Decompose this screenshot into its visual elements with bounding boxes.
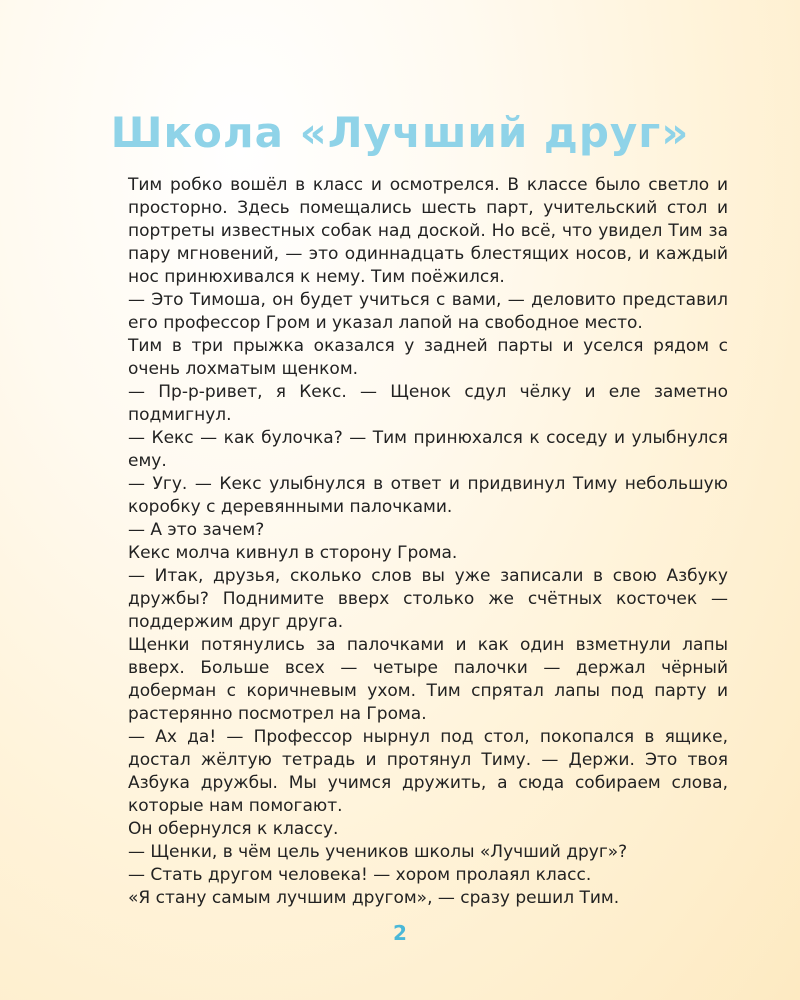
paragraph: — Пр-р-ривет, я Кекс. — Щенок сдул чёлку и еле заметно подмигнул. xyxy=(128,382,728,425)
paragraph: — Ах да! — Профессор нырнул под стол, покопался в ящике, достал жёлтую тетрадь и протянул Тиму. — Держи. Это твоя Азбука дружбы. Мы учимся дружить, а сюда собираем слова, которые нам помогают. xyxy=(128,727,728,816)
paragraph: «Я стану самым лучшим другом», — сразу решил Тим. xyxy=(128,888,620,908)
paragraph: — Кекс — как булочка? — Тим принюхался к соседу и улыбнулся ему. xyxy=(128,428,728,471)
paragraph: Кекс молча кивнул в сторону Грома. xyxy=(128,543,458,563)
paragraph: Он обернулся к классу. xyxy=(128,819,339,839)
paragraph: — Щенки, в чём цель учеников школы «Лучший друг»? xyxy=(128,842,628,862)
paragraph: — Стать другом человека! — хором пролаял класс. xyxy=(128,865,592,885)
paragraph: Щенки потянулись за палочками и как один взметнули лапы вверх. Больше всех — четыре палочки — держал чёрный доберман с коричневым ухом. Тим спрятал лапы под парту и растерянно посмотрел на Грома. xyxy=(128,635,728,724)
paragraph: — Угу. — Кекс улыбнулся в ответ и придвинул Тиму небольшую коробку с деревянными палочками. xyxy=(128,474,728,517)
paragraph: — Это Тимоша, он будет учиться с вами, — деловито представил его профессор Гром и указал лапой на свободное место. xyxy=(128,290,728,333)
paragraph: — А это зачем? xyxy=(128,520,265,540)
paragraph: Тим в три прыжка оказался у задней парты и уселся рядом с очень лохматым щенком. xyxy=(128,336,728,379)
page-number: 2 xyxy=(393,921,407,945)
page-title: Школа «Лучший друг» xyxy=(110,108,690,157)
paragraph: Тим робко вошёл в класс и осмотрелся. В классе было светло и просторно. Здесь помещались шесть парт, учительский стол и портреты известных собак над доской. Но всё, что увидел Тим за пару мгновений, — это одиннадцать блестящих носов, и каждый нос принюхивался к нему. Тим поёжился. xyxy=(128,175,728,287)
paragraph: — Итак, друзья, сколько слов вы уже записали в свою Азбуку дружбы? Поднимите вверх столько же счётных косточек — поддержим друг друга. xyxy=(128,566,728,632)
story-text xyxy=(128,174,728,910)
